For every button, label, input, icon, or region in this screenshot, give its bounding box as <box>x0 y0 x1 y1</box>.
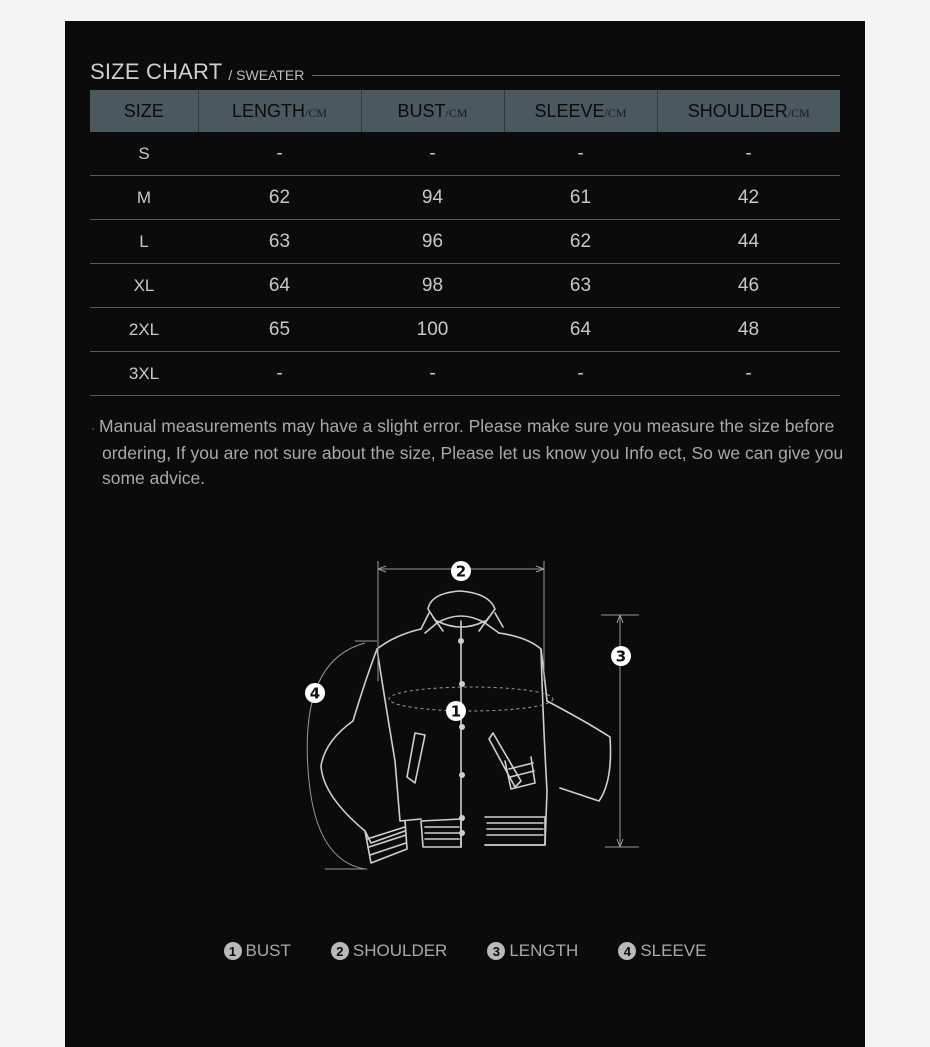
svg-text:4: 4 <box>309 684 321 703</box>
svg-text:1: 1 <box>450 702 462 721</box>
legend-label: LENGTH <box>509 941 579 960</box>
size-cell: 3XL <box>90 352 198 396</box>
shoulder-cell: - <box>657 352 840 396</box>
size-cell: M <box>90 176 198 220</box>
size-cell: XL <box>90 264 198 308</box>
legend-number-icon: 4 <box>618 942 636 960</box>
length-cell: - <box>198 132 361 176</box>
legend-item-shoulder <box>331 939 447 963</box>
legend-item-sleeve <box>618 939 706 963</box>
bust-cell: 96 <box>361 220 504 264</box>
jacket-outline-icon <box>65 21 865 921</box>
bust-cell: - <box>361 132 504 176</box>
bust-cell: 94 <box>361 176 504 220</box>
sleeve-cell: 63 <box>504 264 657 308</box>
length-cell: 64 <box>198 264 361 308</box>
bust-cell: - <box>361 352 504 396</box>
length-cell: - <box>198 352 361 396</box>
header-size: SIZE <box>90 90 198 132</box>
note-text: Manual measurements may have a slight error. Please make sure you measure the size before ordering, If you are not sure about the size, Please let us know you Info ect, So we can give you some advice. <box>99 416 844 488</box>
legend-number-icon: 3 <box>487 942 505 960</box>
legend-label: BUST <box>245 941 291 960</box>
length-cell: 63 <box>198 220 361 264</box>
legend-label: SLEEVE <box>640 941 707 960</box>
shoulder-cell: 44 <box>657 220 840 264</box>
measurement-legend <box>65 939 865 963</box>
svg-text:3: 3 <box>615 647 627 666</box>
size-chart-panel <box>65 21 865 1047</box>
size-chart-subtitle: / SWEATER <box>228 67 305 83</box>
legend-number-icon: 2 <box>331 942 349 960</box>
bust-cell: 100 <box>361 308 504 352</box>
header-bust: BUST/CM <box>361 90 504 132</box>
note-bullet: · <box>91 421 95 435</box>
header-sleeve: SLEEVE/CM <box>504 90 657 132</box>
size-chart-title: SIZE CHART <box>90 59 223 84</box>
sleeve-cell: 61 <box>504 176 657 220</box>
shoulder-cell: 42 <box>657 176 840 220</box>
sleeve-cell: 62 <box>504 220 657 264</box>
sleeve-cell: 64 <box>504 308 657 352</box>
marker-4-icon <box>305 683 325 703</box>
shoulder-cell: - <box>657 132 840 176</box>
size-cell: 2XL <box>90 308 198 352</box>
legend-item-bust <box>224 939 291 963</box>
bust-cell: 98 <box>361 264 504 308</box>
header-shoulder: SHOULDER/CM <box>657 90 840 132</box>
marker-1-icon <box>446 701 466 721</box>
sleeve-cell: - <box>504 132 657 176</box>
header-length: LENGTH/CM <box>198 90 361 132</box>
size-cell: L <box>90 220 198 264</box>
length-cell: 65 <box>198 308 361 352</box>
marker-2-icon <box>451 561 471 581</box>
shoulder-cell: 48 <box>657 308 840 352</box>
sleeve-cell: - <box>504 352 657 396</box>
length-cell: 62 <box>198 176 361 220</box>
shoulder-cell: 46 <box>657 264 840 308</box>
legend-item-length <box>487 939 578 963</box>
svg-text:2: 2 <box>455 562 467 581</box>
legend-label: SHOULDER <box>352 941 448 960</box>
legend-number-icon: 1 <box>224 942 242 960</box>
size-cell: S <box>90 132 198 176</box>
marker-3-icon <box>611 646 631 666</box>
